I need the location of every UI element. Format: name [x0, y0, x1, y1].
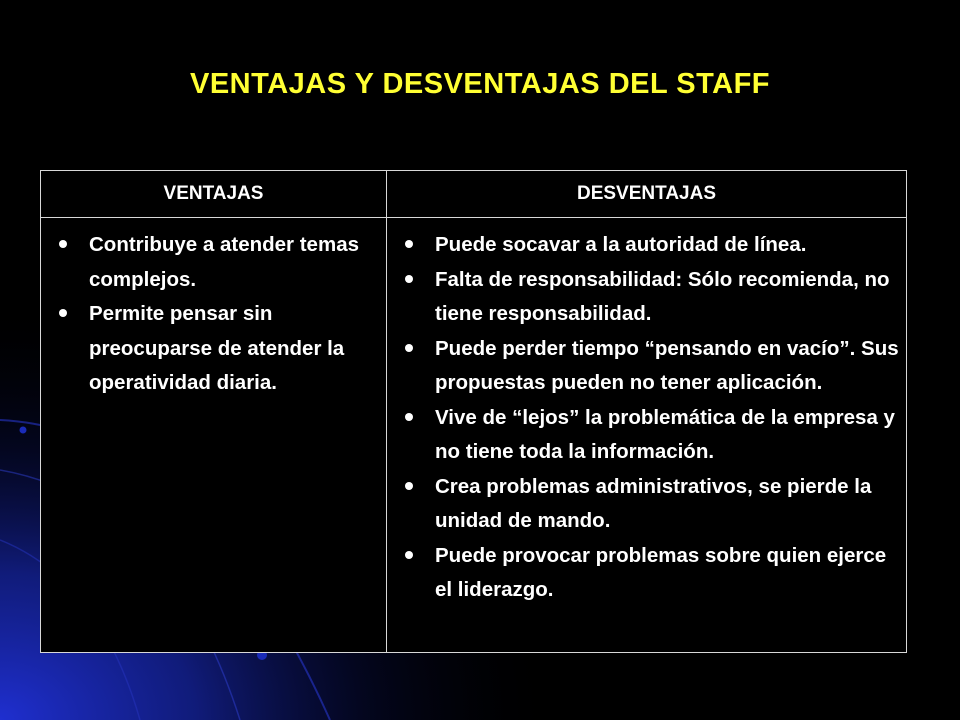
header-desventajas: DESVENTAJAS	[387, 171, 907, 218]
bullet-icon	[405, 240, 413, 248]
ventaja-text: Contribuye a atender temas complejos.	[89, 233, 359, 291]
desventaja-text: Puede perder tiempo “pensando en vacío”. Sus propuestas pueden no tener aplicación.	[435, 336, 899, 394]
bullet-icon	[59, 309, 67, 317]
list-item	[393, 263, 900, 332]
bullet-icon	[59, 240, 67, 248]
desventaja-text: Crea problemas administrativos, se pierde la unidad de mando.	[435, 474, 872, 532]
comparison-table	[40, 170, 907, 653]
bullet-icon	[405, 413, 413, 421]
list-item	[393, 332, 900, 401]
list-item	[393, 228, 900, 263]
bullet-icon	[405, 551, 413, 559]
background-dot-2	[20, 427, 27, 434]
slide-title: VENTAJAS Y DESVENTAJAS DEL STAFF	[190, 68, 770, 100]
desventaja-text: Vive de “lejos” la problemática de la empresa y no tiene toda la información.	[435, 405, 895, 463]
ventajas-list	[47, 228, 380, 401]
list-item	[47, 297, 380, 401]
ventaja-text: Permite pensar sin preocuparse de atender la operatividad diaria.	[89, 302, 345, 394]
ventajas-cell	[41, 218, 387, 653]
list-item	[393, 539, 900, 608]
list-item	[393, 401, 900, 470]
bullet-icon	[405, 344, 413, 352]
desventaja-text: Puede provocar problemas sobre quien ejerce el liderazgo.	[435, 543, 887, 601]
header-ventajas: VENTAJAS	[41, 171, 387, 218]
desventajas-cell	[387, 218, 907, 653]
bullet-icon	[405, 482, 413, 490]
desventaja-text: Puede socavar a la autoridad de línea.	[435, 233, 807, 256]
list-item	[393, 470, 900, 539]
desventaja-text: Falta de responsabilidad: Sólo recomienda, no tiene responsabilidad.	[435, 267, 890, 325]
bullet-icon	[405, 275, 413, 283]
table-body-row	[41, 218, 907, 653]
desventajas-list	[393, 228, 900, 608]
list-item	[47, 228, 380, 297]
table-header-row	[41, 171, 907, 218]
